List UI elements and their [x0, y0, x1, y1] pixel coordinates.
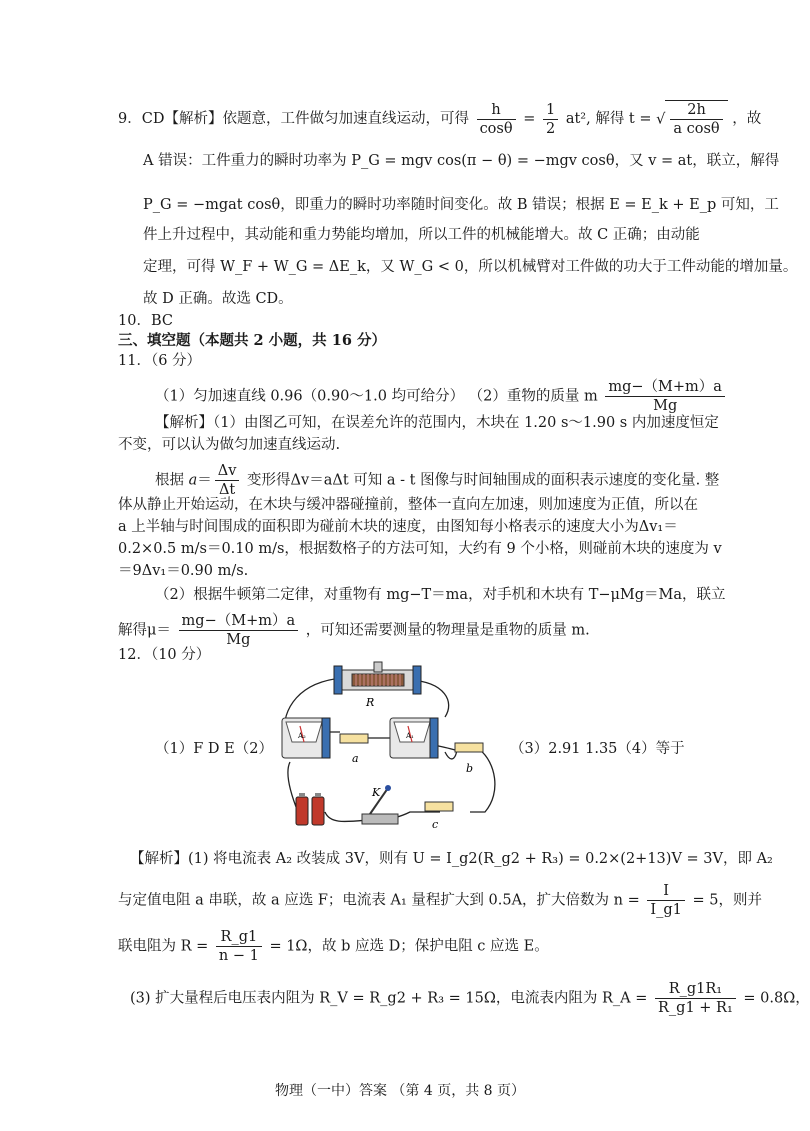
text: ，可知还需要测量的物理量是重物的质量 m. [305, 622, 590, 639]
label-a: a [352, 752, 359, 765]
q11-analysis-1a: 【解析】（1）由图乙可知，在误差允许的范围内，木块在 1.20 s～1.90 s 内加速度恒定 [155, 415, 719, 431]
q12-analysis-1c [118, 928, 549, 965]
q12-head: 12．（10 分） [118, 647, 211, 663]
label-K: K [372, 786, 381, 799]
ammeter-a2-icon [282, 718, 330, 758]
q9-line2: A 错误：工件重力的瞬时功率为 P_G = mgv cos(π − θ) = −mgv cosθ，又 v = at，联立，解得 [143, 153, 780, 169]
label-a2: A₂ [298, 732, 306, 740]
q9-line1 [118, 100, 761, 138]
q11-analysis-2d: 0.2×0.5 m/s＝0.10 m/s，根据数格子的方法可知，大约有 9 个小格，则碰前木块的速度为 v [118, 541, 722, 557]
text: 变形得Δv＝aΔt 可知 a - t 图像与时间轴围成的面积表示速度的变化量. 整 [247, 472, 720, 489]
q12-analysis-1a: 【解析】(1) 将电流表 A₂ 改装成 3V，则有 U = I_g2(R_g2 + R₃) = 0.2×(2+13)V = 3V，即 A₂ [130, 851, 773, 867]
text: = 0.8Ω， [743, 990, 810, 1007]
q9-text: at², 解得 t = [565, 111, 652, 127]
section-heading: 三、填空题（本题共 2 小题，共 16 分） [118, 332, 386, 349]
label-R: R [366, 696, 375, 709]
fraction: $\frac{\text{R\_g1R₁}}{\text{R\_g1 + R₁}}$ [655, 980, 736, 1017]
q11-analysis-2e: ＝9Δv₁＝0.90 m/s. [118, 563, 249, 579]
fraction: $\frac{1}{2}$ [543, 101, 558, 138]
q11-analysis-2b: 体从静止开始运动，在木块与缓冲器碰撞前，整体一直向左加速，则加速度为正值，所以在 [118, 497, 698, 513]
text: 联电阻为 R = [118, 938, 209, 955]
q9-line4: 件上升过程中，其动能和重力势能均增加，所以工件的机械能增大。故 C 正确；由动能 [143, 227, 700, 243]
text: = 1Ω，故 b 应选 D；保护电阻 c 应选 E。 [269, 938, 549, 955]
text: (3) 扩大量程后电压表内阻为 R_V = R_g2 + R₃ = 15Ω，电流表内阻为 R_A = [130, 990, 648, 1007]
battery-icon [296, 793, 324, 825]
circuit-diagram [270, 662, 510, 834]
fraction: $\frac{h}{\cos\theta}$ [477, 101, 516, 138]
label-a1: A₁ [406, 732, 414, 740]
q11-answer [155, 378, 728, 415]
q9-text: 9．CD【解析】依题意，工件做匀加速直线运动，可得 [118, 111, 469, 127]
fraction: $\frac{\Delta v}{\Delta t}$ [215, 462, 240, 499]
resistor-a-icon [340, 734, 368, 743]
q11-analysis-2c: a 上半轴与时间围成的面积即为碰前木块的速度，由图知每小格表示的速度大小为Δv₁＝ [118, 519, 678, 535]
q9-text: ，故 [732, 111, 762, 127]
resistor-b-icon [455, 743, 483, 752]
q12-analysis-3 [130, 980, 810, 1017]
q11-head: 11．（6 分） [118, 353, 202, 369]
fraction: $\frac{mg-(M+m)a}{Mg}$ [179, 612, 299, 649]
ammeter-a1-icon [390, 718, 438, 758]
q9-line6: 故 D 正确。故选 CD。 [143, 291, 293, 307]
sqrt: √ $\frac{2h}{\text{a cosθ}}$ [656, 100, 728, 138]
q11-answer-text: （1）匀加速直线 0.96（0.90～1.0 均可给分） （2）重物的质量 m [155, 388, 598, 405]
label-b: b [466, 762, 474, 775]
q9-line5: 定理，可得 W_F + W_G = ΔE_k，又 W_G < 0，所以机械臂对工件做的功大于工件动能的增加量。 [143, 259, 798, 275]
q12-answer-left: （1）F D E（2） [155, 741, 273, 757]
equals: = [523, 111, 536, 127]
q9-line3: P_G = −mgat cosθ，即重力的瞬时功率随时间变化。故 B 错误；根据 E = E_k + E_p 可知，工 [143, 197, 779, 213]
fraction: $\frac{I}{I\_g1}$ [647, 882, 685, 919]
label-c: c [432, 818, 439, 831]
q12-analysis-1b [118, 882, 762, 919]
fraction: $\frac{R\_g1}{n - 1}$ [216, 928, 262, 965]
text: 根据 [155, 472, 184, 489]
q11-analysis-3a: （2）根据牛顿第二定律，对重物有 mg−T＝ma，对手机和木块有 T−μMg＝Ma，联立 [155, 587, 726, 603]
q12-answer-right: （3）2.91 1.35（4）等于 [510, 741, 685, 757]
fraction: $\frac{mg-(M+m)a}{Mg}$ [605, 378, 725, 415]
text: 解得μ＝ [118, 622, 171, 639]
q10-answer: 10．BC [118, 313, 173, 329]
page-footer: 物理（一中）答案 （第 4 页，共 8 页） [274, 1083, 526, 1099]
rheostat-icon [334, 662, 421, 694]
resistor-c-icon [425, 802, 453, 811]
q11-analysis-2a: 根据 a＝ $\frac{\Delta v}{\Delta t}$ 变形得Δv＝aΔt 可知 a - t 图像与时间轴围成的面积表示速度的变化量. 整 [155, 463, 720, 498]
q11-analysis-1b: 不变，可以认为做匀加速直线运动. [118, 437, 341, 453]
text: 与定值电阻 a 串联，故 a 应选 F；电流表 A₁ 量程扩大到 0.5A，扩大倍数为 n = [118, 892, 640, 909]
text: = 5，则并 [692, 892, 762, 909]
